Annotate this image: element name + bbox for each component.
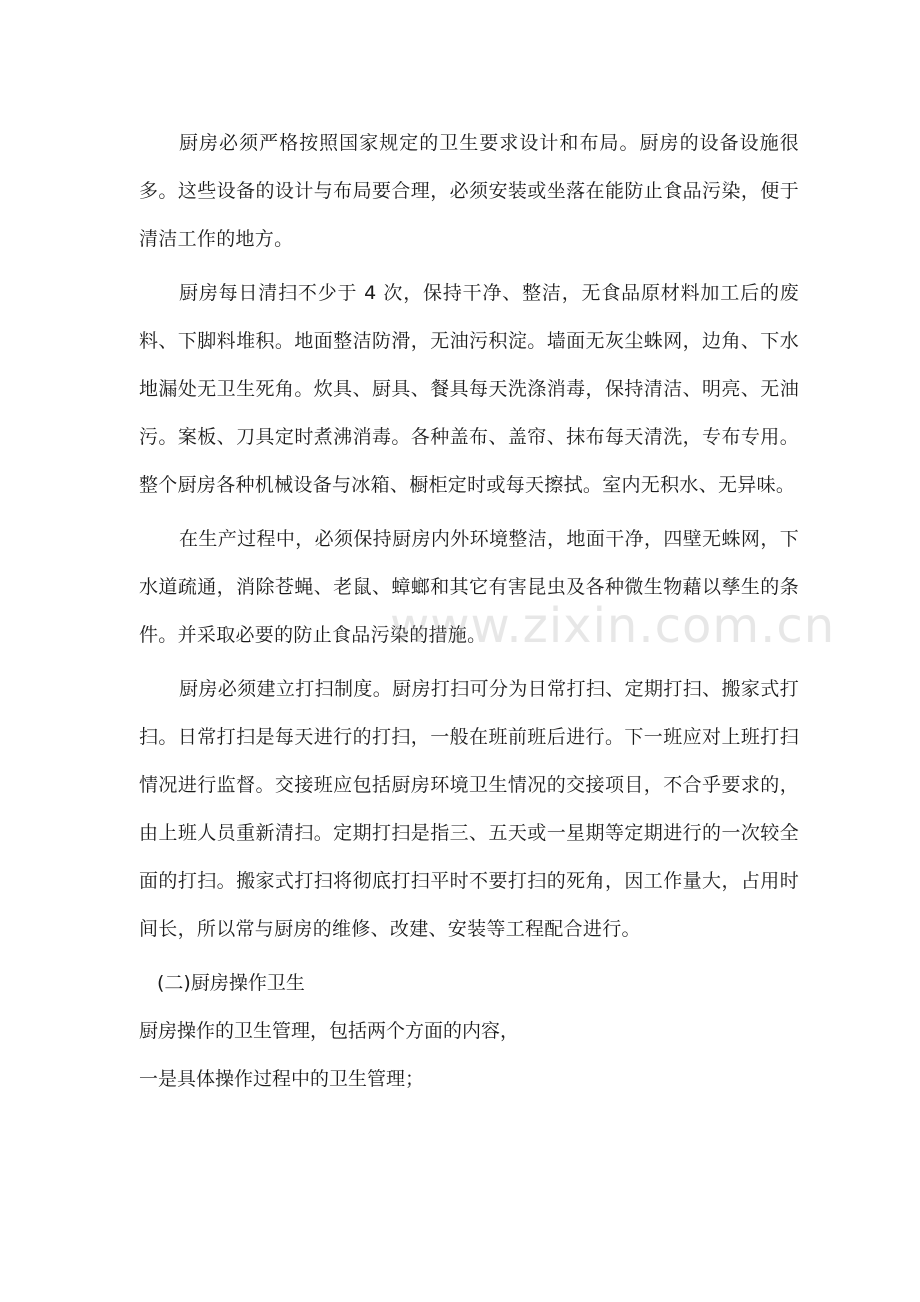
document-body	[139, 119, 799, 1103]
paragraph-kitchen-design: 厨房必须严格按照国家规定的卫生要求设计和布局。厨房的设备设施很多。这些设备的设计与布局要合理，必须安装或坐落在能防止食品污染，便于清洁工作的地方。	[139, 132, 799, 250]
text-line-operation-management: 厨房操作的卫生管理，包括两个方面的内容，	[139, 1020, 520, 1042]
paragraph-daily-cleaning: 厨房每日清扫不少于 4 次，保持干净、整洁，无食品原材料加工后的废料、下脚料堆积。地面整洁防滑，无油污积淀。墙面无灰尘蛛网，边角、下水地漏处无卫生死角。炊具、厨具、餐具每天洗涤消毒，保持清洁、明亮、无油污。案板、刀具定时煮沸消毒。各种盖布、盖帘、抹布每天清洗，专布专用。整个厨房各种机械设备与冰箱、橱柜定时或每天擦拭。室内无积水、无异味。	[139, 282, 799, 496]
paragraph-production-environment: 在生产过程中，必须保持厨房内外环境整洁，地面干净，四壁无蛛网，下水道疏通，消除苍蝇、老鼠、蟑螂和其它有害昆虫及各种微生物藉以孳生的条件。并采取必要的防止食品污染的措施。	[139, 528, 799, 646]
text-line-process-management: 一是具体操作过程中的卫生管理；	[139, 1068, 425, 1090]
paragraph-cleaning-system: 厨房必须建立打扫制度。厨房打扫可分为日常打扫、定期打扫、搬家式打扫。日常打扫是每天进行的打扫，一般在班前班后进行。下一班应对上班打扫情况进行监督。交接班应包括厨房环境卫生情况的交接项目，不合乎要求的，由上班人员重新清扫。定期打扫是指三、五天或一星期等定期进行的一次较全面的打扫。搬家式打扫将彻底打扫平时不要打扫的死角，因工作量大，占用时间长，所以常与厨房的维修、改建、安装等工程配合进行。	[139, 678, 799, 940]
watermark: www.zixin.com.cn	[390, 598, 836, 654]
section-heading: (二)厨房操作卫生	[157, 972, 305, 994]
